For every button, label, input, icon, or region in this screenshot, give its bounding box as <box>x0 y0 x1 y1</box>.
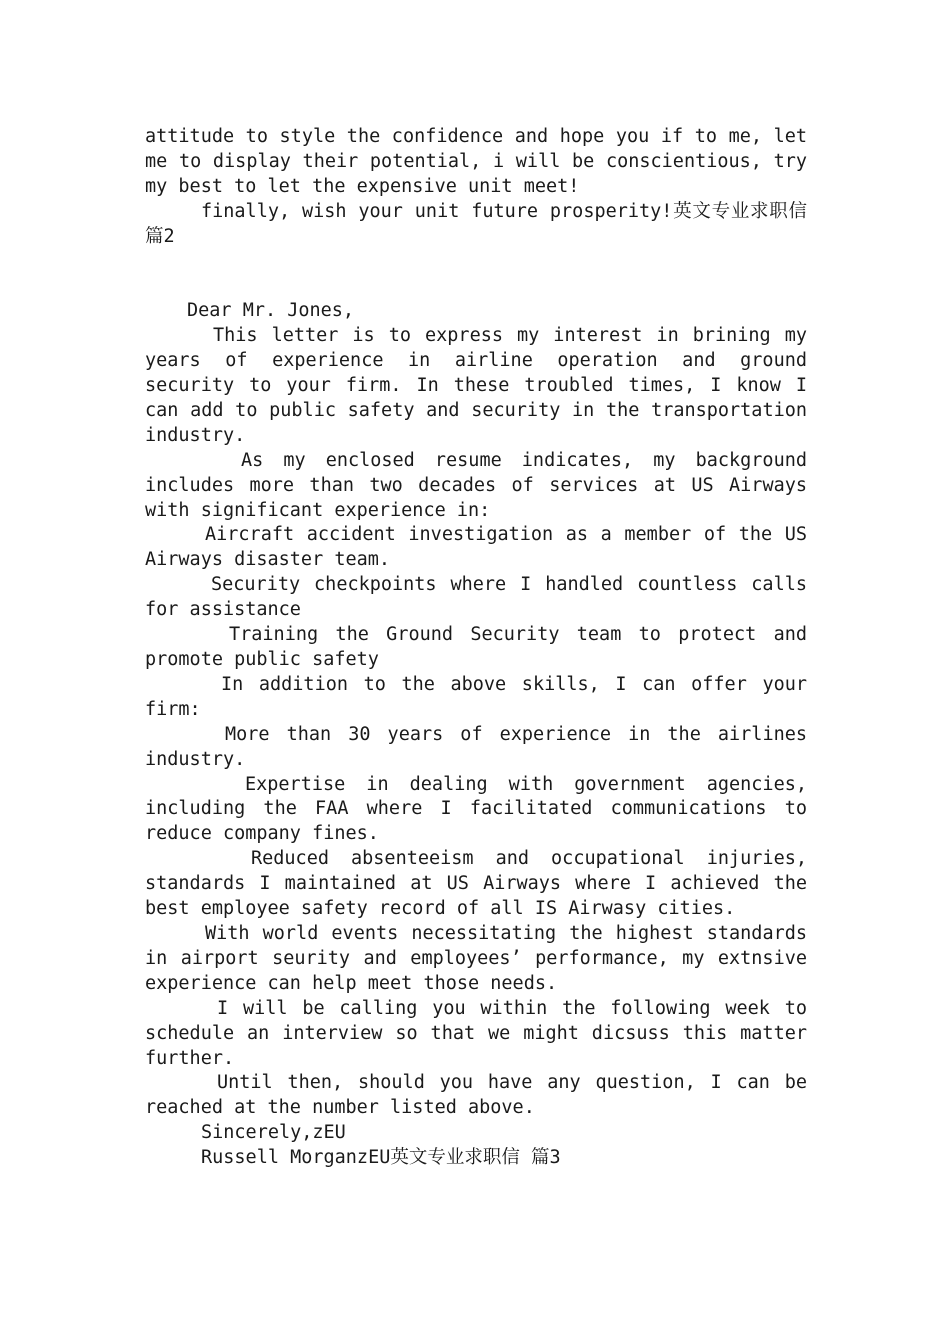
signature-name: Russell MorganzEU英文专业求职信 篇3 <box>201 1147 561 1169</box>
spacer <box>145 250 807 300</box>
list-item-accident-investigation: Aircraft accident investigation as a member of the US Airways disaster team. <box>145 524 807 571</box>
paragraph-world-events: With world events necessitating the highest standards in airport seurity and employees’ performance, my extnsive experience can help meet those needs. <box>145 922 807 994</box>
paragraph-closing-remarks: attitude to style the confidence and hope you if to me, let me to display their potential, i will be conscientious, try my best to let the expensive unit meet! <box>145 126 807 197</box>
document-page <box>145 125 807 1171</box>
paragraph-intro: This letter is to express my interest in brining my years of experience in airline operation and ground security to your firm. In these troubled times, I know I can add to public safety and security in the transportation industry. <box>145 325 807 446</box>
paragraph-contact: Until then, should you have any question, I can be reached at the number listed above. <box>145 1072 807 1119</box>
closing-signoff: Sincerely,zEU <box>201 1122 346 1144</box>
list-item-security-checkpoints: Security checkpoints where I handled countless calls for assistance <box>145 574 807 621</box>
list-item-experience-years: More than 30 years of experience in the airlines industry. <box>145 723 807 770</box>
paragraph-additional-skills: In addition to the above skills, I can offer your firm: <box>145 673 807 720</box>
paragraph-wish-prosperity: finally, wish your unit future prosperity!英文专业求职信 篇2 <box>145 200 807 247</box>
list-item-government-expertise: Expertise in dealing with government agencies, including the FAA where I facilitated communications to reduce company fines. <box>145 773 807 845</box>
list-item-ground-security-training: Training the Ground Security team to protect and promote public safety <box>145 624 807 671</box>
salutation: Dear Mr. Jones, <box>187 300 355 322</box>
paragraph-background: As my enclosed resume indicates, my background includes more than two decades of services at US Airways with significant experience in: <box>145 449 807 521</box>
list-item-reduced-absenteeism: Reduced absenteeism and occupational injuries, standards I maintained at US Airways where I achieved the best employee safety record of all IS Airwasy cities. <box>145 848 807 920</box>
paragraph-follow-up-call: I will be calling you within the following week to schedule an interview so that we might dicsuss this matter further. <box>145 997 807 1069</box>
